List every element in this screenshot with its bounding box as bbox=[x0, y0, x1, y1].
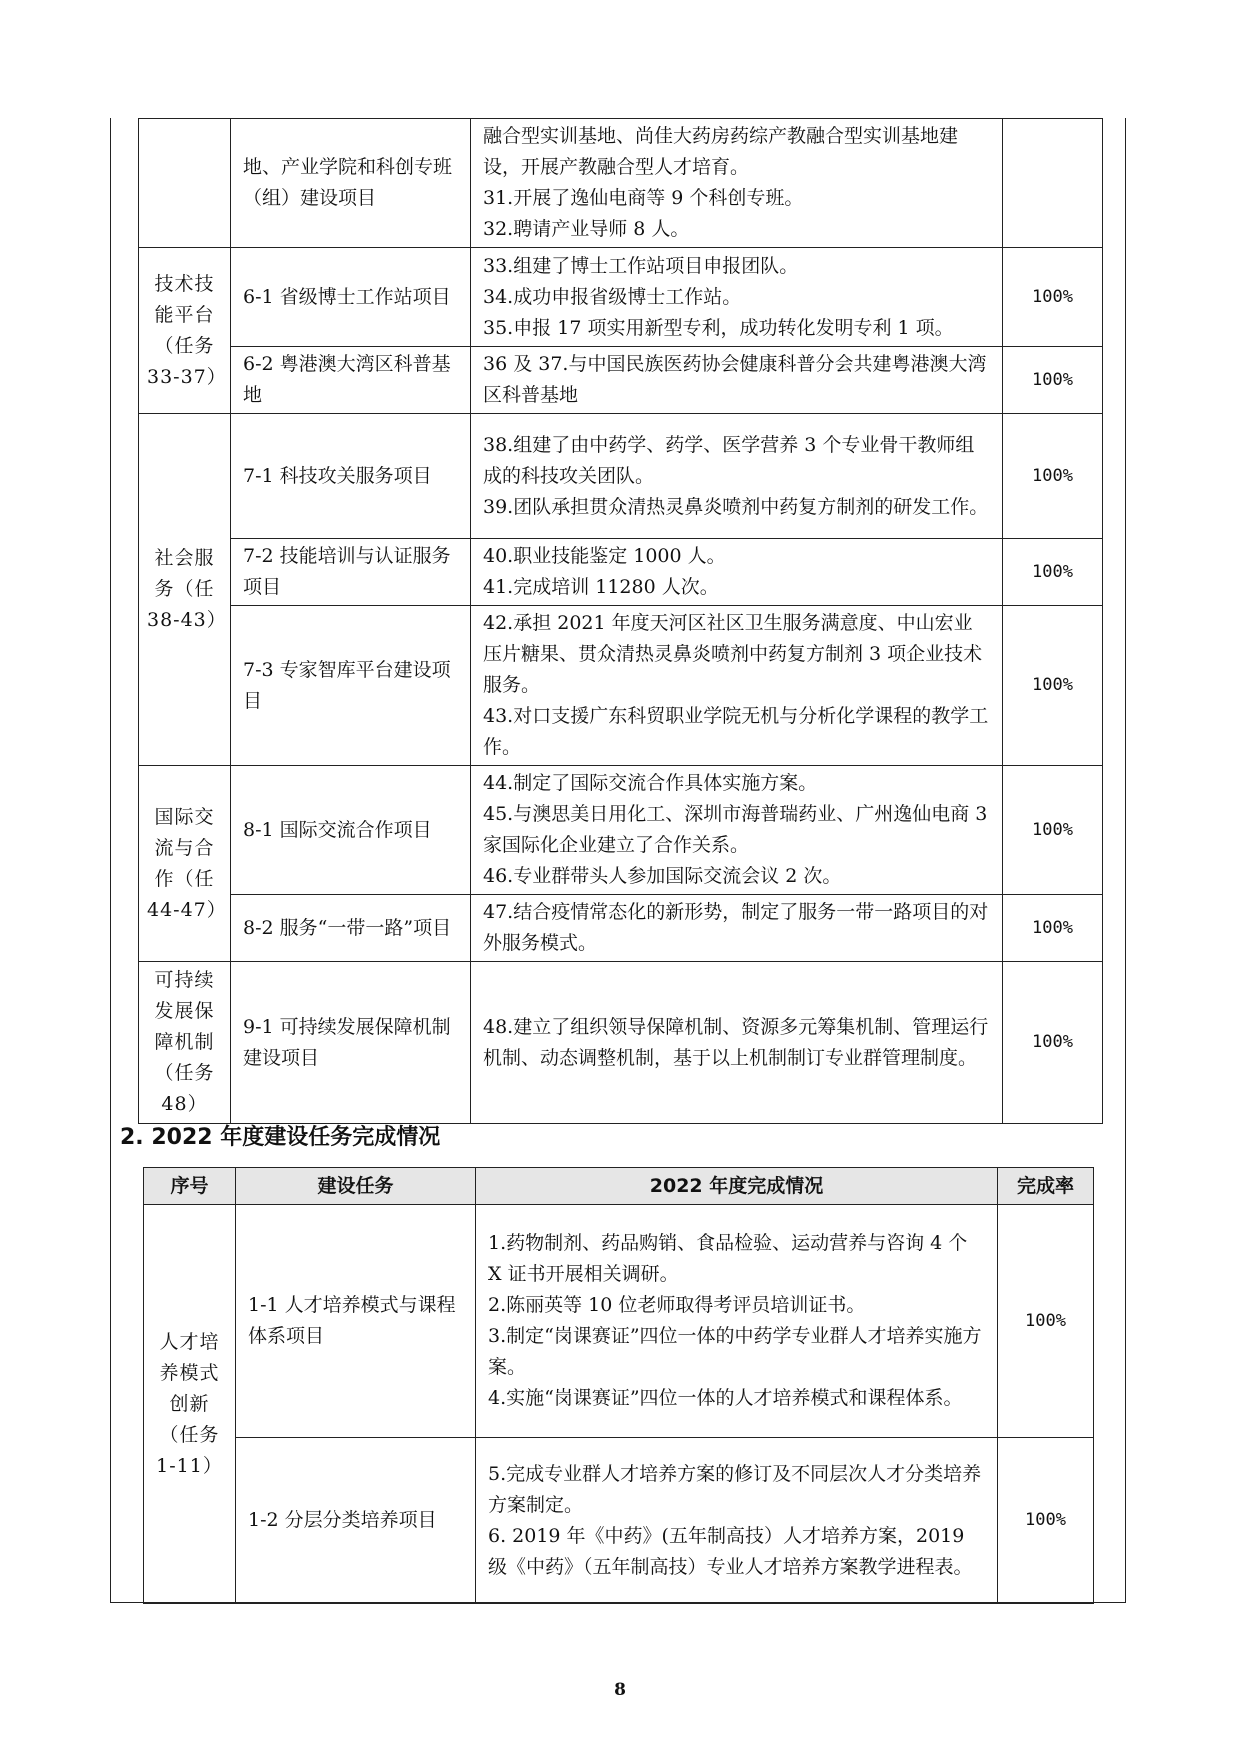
rate-cell: 100% bbox=[1003, 539, 1103, 606]
detail-cell: 47.结合疫情常态化的新形势，制定了服务一带一路项目的对外服务模式。 bbox=[471, 895, 1003, 962]
table-row bbox=[139, 119, 1103, 248]
header-rate: 完成率 bbox=[998, 1168, 1094, 1205]
detail-cell: 1.药物制剂、药品购销、食品检验、运动营养与咨询 4 个 X 证书开展相关调研。 2.陈丽英等 10 位老师取得考评员培训证书。 3.制定“岗课赛证”四位一体的中药学专业群人才培养实施方案。 4.实施“岗课赛证”四位一体的人才培养模式和课程体系。 bbox=[476, 1205, 998, 1438]
category-cell: 人才培养模式创新（任务1-11） bbox=[144, 1205, 236, 1604]
category-cell-empty bbox=[139, 119, 231, 248]
detail-cell: 44.制定了国际交流合作具体实施方案。 45.与澳思美日用化工、深圳市海普瑞药业、广州逸仙电商 3 家国际化企业建立了合作关系。 46.专业群带头人参加国际交流会议 2 次。 bbox=[471, 766, 1003, 895]
rate-cell: 100% bbox=[1003, 895, 1103, 962]
category-cell: 国际交流与合作（任44-47） bbox=[139, 766, 231, 962]
task-cell: 7-3 专家智库平台建设项目 bbox=[231, 606, 471, 766]
task-cell: 8-2 服务“一带一路”项目 bbox=[231, 895, 471, 962]
task-cell: 6-1 省级博士工作站项目 bbox=[231, 248, 471, 347]
task-cell: 地、产业学院和科创专班（组）建设项目 bbox=[231, 119, 471, 248]
detail-cell: 5.完成专业群人才培养方案的修订及不同层次人才分类培养方案制定。 6. 2019 年《中药》(五年制高技）人才培养方案，2019 级《中药》（五年制高技）专业人才培养方案教学进程表。 bbox=[476, 1438, 998, 1604]
task-table-2022 bbox=[143, 1167, 1094, 1604]
detail-cell: 33.组建了博士工作站项目申报团队。 34.成功申报省级博士工作站。 35.申报 17 项实用新型专利，成功转化发明专利 1 项。 bbox=[471, 248, 1003, 347]
page-number: 8 bbox=[614, 1680, 626, 1700]
detail-cell: 38.组建了由中药学、药学、医学营养 3 个专业骨干教师组成的科技攻关团队。 39.团队承担贯众清热灵鼻炎喷剂中药复方制剂的研发工作。 bbox=[471, 414, 1003, 539]
rate-cell: 100% bbox=[998, 1438, 1094, 1604]
table-row bbox=[139, 248, 1103, 347]
detail-cell: 40.职业技能鉴定 1000 人。 41.完成培训 11280 人次。 bbox=[471, 539, 1003, 606]
header-status: 2022 年度完成情况 bbox=[476, 1168, 998, 1205]
rate-cell: 100% bbox=[998, 1205, 1094, 1438]
detail-cell: 42.承担 2021 年度天河区社区卫生服务满意度、中山宏业压片糖果、贯众清热灵鼻炎喷剂中药复方制剂 3 项企业技术服务。 43.对口支援广东科贸职业学院无机与分析化学课程的教学工作。 bbox=[471, 606, 1003, 766]
detail-cell: 36 及 37.与中国民族医药协会健康科普分会共建粤港澳大湾区科普基地 bbox=[471, 347, 1003, 414]
table-row bbox=[139, 606, 1103, 766]
category-cell: 技术技能平台（任务33-37） bbox=[139, 248, 231, 414]
task-cell: 1-2 分层分类培养项目 bbox=[236, 1438, 476, 1604]
table-row bbox=[139, 539, 1103, 606]
category-cell: 社会服务（任38-43） bbox=[139, 414, 231, 766]
table-header-row bbox=[144, 1168, 1094, 1205]
table-row bbox=[139, 347, 1103, 414]
category-cell: 可持续发展保障机制（任务48） bbox=[139, 962, 231, 1124]
header-seq: 序号 bbox=[144, 1168, 236, 1205]
table-row bbox=[144, 1205, 1094, 1438]
detail-cell: 48.建立了组织领导保障机制、资源多元筹集机制、管理运行机制、动态调整机制，基于以上机制制订专业群管理制度。 bbox=[471, 962, 1003, 1124]
task-table-continued bbox=[138, 118, 1103, 1124]
task-cell: 9-1 可持续发展保障机制建设项目 bbox=[231, 962, 471, 1124]
task-cell: 1-1 人才培养模式与课程体系项目 bbox=[236, 1205, 476, 1438]
task-cell: 6-2 粤港澳大湾区科普基地 bbox=[231, 347, 471, 414]
section-heading: 2. 2022 年度建设任务完成情况 bbox=[120, 1125, 441, 1150]
rate-cell: 100% bbox=[1003, 962, 1103, 1124]
rate-cell: 100% bbox=[1003, 414, 1103, 539]
table-row bbox=[139, 962, 1103, 1124]
task-cell: 7-2 技能培训与认证服务项目 bbox=[231, 539, 471, 606]
table-row bbox=[139, 895, 1103, 962]
rate-cell: 100% bbox=[1003, 248, 1103, 347]
rate-cell bbox=[1003, 119, 1103, 248]
table-row bbox=[139, 414, 1103, 539]
rate-cell: 100% bbox=[1003, 606, 1103, 766]
table-row bbox=[139, 766, 1103, 895]
rate-cell: 100% bbox=[1003, 347, 1103, 414]
table-row bbox=[144, 1438, 1094, 1604]
task-cell: 7-1 科技攻关服务项目 bbox=[231, 414, 471, 539]
detail-cell: 融合型实训基地、尚佳大药房药综产教融合型实训基地建设，开展产教融合型人才培育。 31.开展了逸仙电商等 9 个科创专班。 32.聘请产业导师 8 人。 bbox=[471, 119, 1003, 248]
header-task: 建设任务 bbox=[236, 1168, 476, 1205]
rate-cell: 100% bbox=[1003, 766, 1103, 895]
task-cell: 8-1 国际交流合作项目 bbox=[231, 766, 471, 895]
